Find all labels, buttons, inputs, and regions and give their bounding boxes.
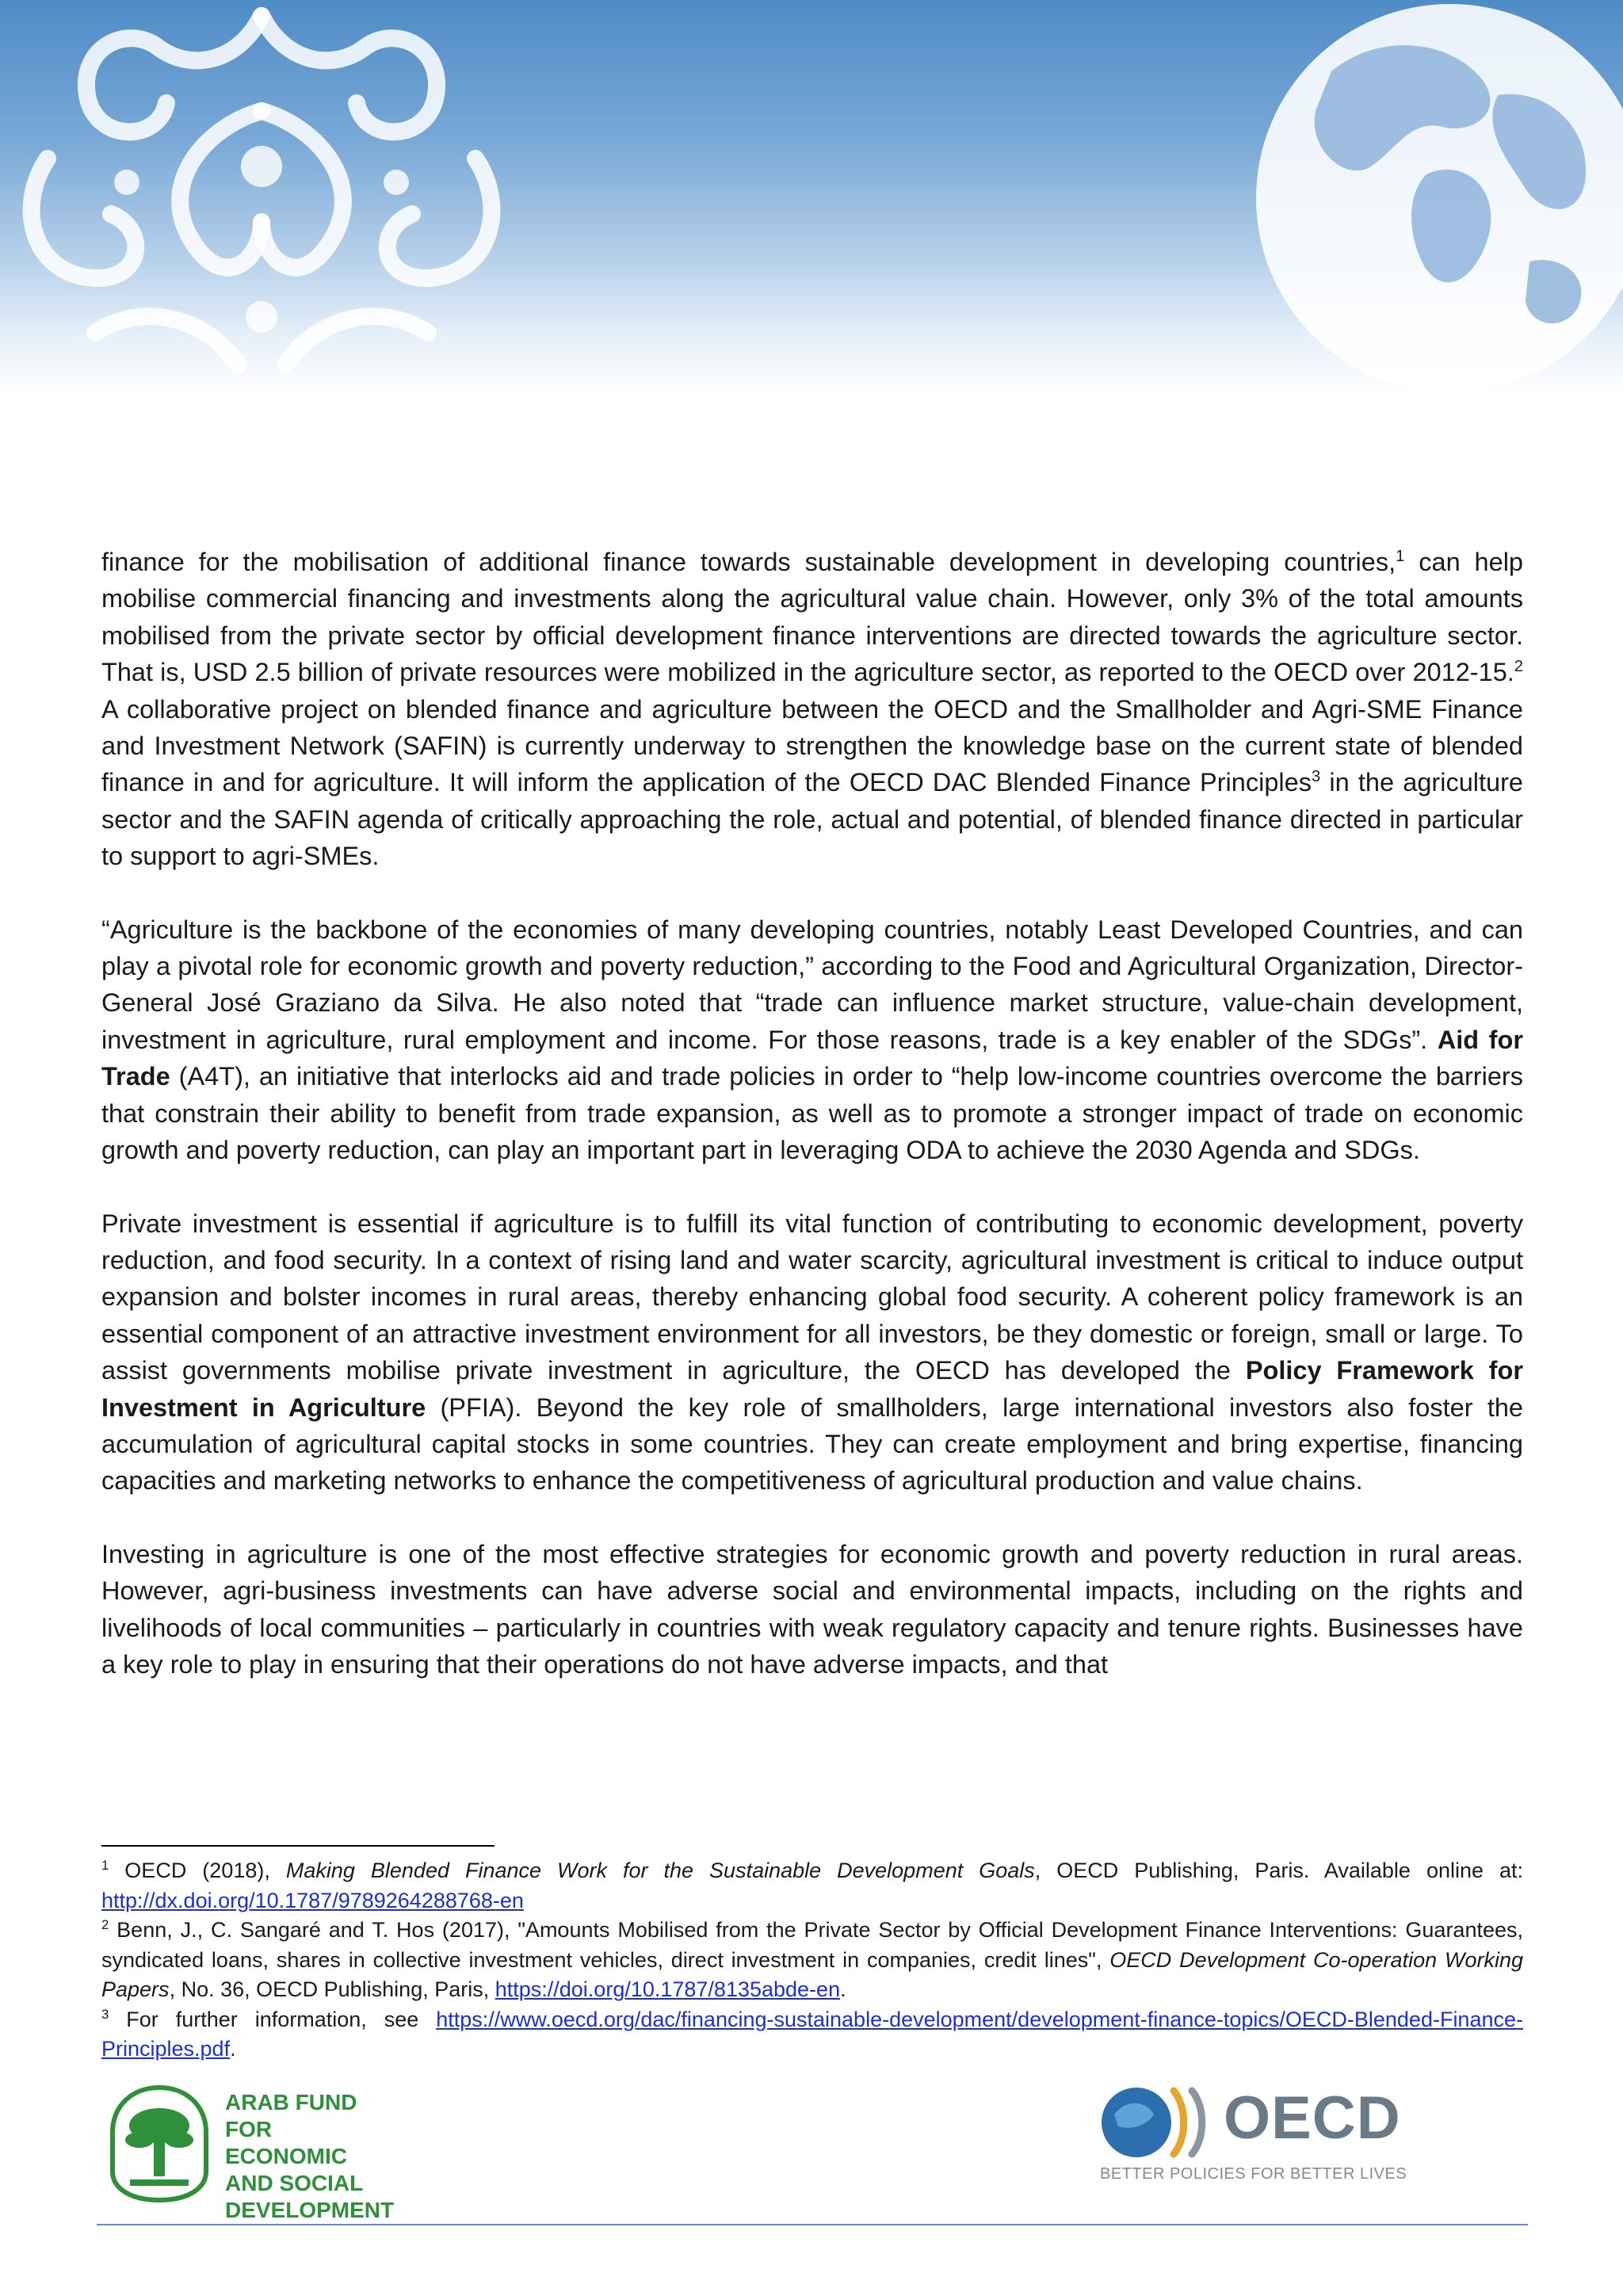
paragraph-4 xyxy=(101,1536,1523,1683)
footnote-1 xyxy=(101,1856,1523,1916)
footnote-ref-3: 3 xyxy=(1311,768,1321,786)
wordmark-line: FOR ECONOMIC xyxy=(225,2117,347,2168)
oecd-wordmark: OECD xyxy=(1224,2084,1401,2152)
text-run: Investing in agriculture is one of the most effective strategies for economic growth and poverty reduction in rural areas. However, agri-business investments can have adverse social and environmental impacts, including on the rights and livelihoods of local communities – particularly in countries with weak regulatory capacity and tenure rights. Businesses have a key role to play in ensuring that their operations do not have adverse impacts, and that xyxy=(101,1539,1523,1679)
footnote-2 xyxy=(101,1916,1523,2005)
text-run: (PFIA). Beyond the key role of smallholders, large international investors also foster the accumulation of agricultural capital stocks in some countries. They can create employment and bring expertise, financing capacities and marketing networks to enhance the competitiveness of agricultural production and value chains. xyxy=(101,1392,1523,1496)
text-run: can help mobilise commercial financing and investments along the agricultural value chain. However, only 3% of the total amounts mobilised from the private sector by official development finance interventions are directed towards the agriculture sector. That is, USD 2.5 billion of private resources were mobilized in the agriculture sector, as reported to the OECD over 2012-15. xyxy=(101,548,1523,687)
footnote-separator xyxy=(101,1845,495,1847)
footnote-number: 2 xyxy=(101,1917,109,1932)
footnote-ref-1: 1 xyxy=(1396,548,1405,566)
text-run: “Agriculture is the backbone of the economies of many developing countries, notably Least Developed Countries, and can play a pivotal role for economic growth and poverty reduction,” according to the Food and Agricultural Organization, Director-General José Graziano da Silva. He also noted that “trade can influence market structure, value-chain development, investment in agriculture, rural employment and income. For those reasons, trade is a key enabler of the SDGs”. xyxy=(101,915,1523,1054)
bold-term-aid-for-trade: Aid for Trade xyxy=(101,1025,1523,1091)
text-run: A collaborative project on blended finance and agriculture between the OECD and the Smallholder and Agri-SME Finance and Investment Network (SAFIN) is currently underway to strengthen the knowledge base on the current state of blended finance in and for agriculture. It will inform the application of the OECD DAC Blended Finance Principles xyxy=(101,694,1523,797)
paragraph-3 xyxy=(101,1205,1523,1499)
text-run: Benn, J., C. Sangaré and T. Hos (2017), "Amounts Mobilised from the Private Sector by Official Development Finance Interventions: Guarantees, syndicated loans, shares in collective investment vehicles, direct investment in companies, credit lines", xyxy=(101,1918,1523,1972)
text-run: , OECD Publishing, Paris. Available online at: xyxy=(1034,1859,1524,1882)
paragraph-1 xyxy=(101,544,1523,875)
text-run: For further information, see xyxy=(109,2007,437,2031)
text-run: Private investment is essential if agriculture is to fulfill its vital function of contributing to economic development, poverty reduction, and food security. In a context of rising land and water scarcity, agricultural investment is critical to induce output expansion and bolster incomes in rural areas, thereby enhancing global food security. A coherent policy framework is an essential component of an attractive investment environment for all investors, be they domestic or foreign, small or large. To assist governments mobilise private investment in agriculture, the OECD has developed the xyxy=(101,1209,1523,1385)
globe-graphic xyxy=(1212,0,1623,396)
doi-link-1[interactable]: http://dx.doi.org/10.1787/9789264288768-en xyxy=(101,1888,524,1912)
footnote-number: 1 xyxy=(101,1858,109,1873)
header-banner xyxy=(0,0,1623,396)
footer-rule xyxy=(97,2224,1528,2225)
italic-title: OECD Development Co-operation Working Papers xyxy=(101,1947,1523,2001)
arabesque-ornament xyxy=(0,0,523,396)
oecd-tagline: BETTER POLICIES FOR BETTER LIVES xyxy=(1100,2165,1407,2183)
footnotes xyxy=(101,1856,1523,2065)
wordmark-line: AND SOCIAL xyxy=(225,2171,364,2195)
arab-fund-emblem-icon xyxy=(108,2084,211,2203)
paragraph-2 xyxy=(101,911,1523,1169)
wordmark-line: ARAB FUND xyxy=(225,2090,357,2115)
footnote-number: 3 xyxy=(101,2006,109,2022)
oecd-globe-icon xyxy=(1098,2083,1217,2162)
arab-fund-wordmark xyxy=(225,2089,394,2224)
doi-link-2[interactable]: https://doi.org/10.1787/8135abde-en xyxy=(495,1977,841,2001)
text-run: in the agriculture sector and the SAFIN agenda of critically approaching the role, actual and potential, of blended finance directed in particular to support to agri-SMEs. xyxy=(101,768,1523,871)
text-run: . xyxy=(230,2037,236,2061)
body-text xyxy=(101,544,1523,1719)
footnote-3 xyxy=(101,2005,1523,2065)
text-run: , No. 36, OECD Publishing, Paris, xyxy=(169,1977,495,2001)
wordmark-line: DEVELOPMENT xyxy=(225,2198,395,2222)
text-run: finance for the mobilisation of additional finance towards sustainable development in developing countries, xyxy=(101,548,1396,576)
text-run: (A4T), an initiative that interlocks aid and trade policies in order to “help low-income countries overcome the barriers that constrain their ability to benefit from trade expansion, as well as to promote a stronger impact of trade on economic growth and poverty reduction, can play an important part in leveraging ODA to achieve the 2030 Agenda and SDGs. xyxy=(101,1062,1523,1165)
bold-term-pfia: Policy Framework for Investment in Agriculture xyxy=(101,1356,1523,1422)
text-run: OECD (2018), xyxy=(109,1859,286,1882)
principles-pdf-link[interactable]: https://www.oecd.org/dac/financing-sustainable-development/development-finance-topics/OECD-Blended-Finance-Principles.pdf xyxy=(101,2007,1523,2061)
oecd-logo xyxy=(1098,2083,1439,2186)
italic-title: Making Blended Finance Work for the Sustainable Development Goals xyxy=(285,1859,1035,1882)
arab-fund-logo xyxy=(108,2084,395,2222)
text-run: . xyxy=(840,1977,846,2001)
footnote-ref-2: 2 xyxy=(1514,658,1523,676)
